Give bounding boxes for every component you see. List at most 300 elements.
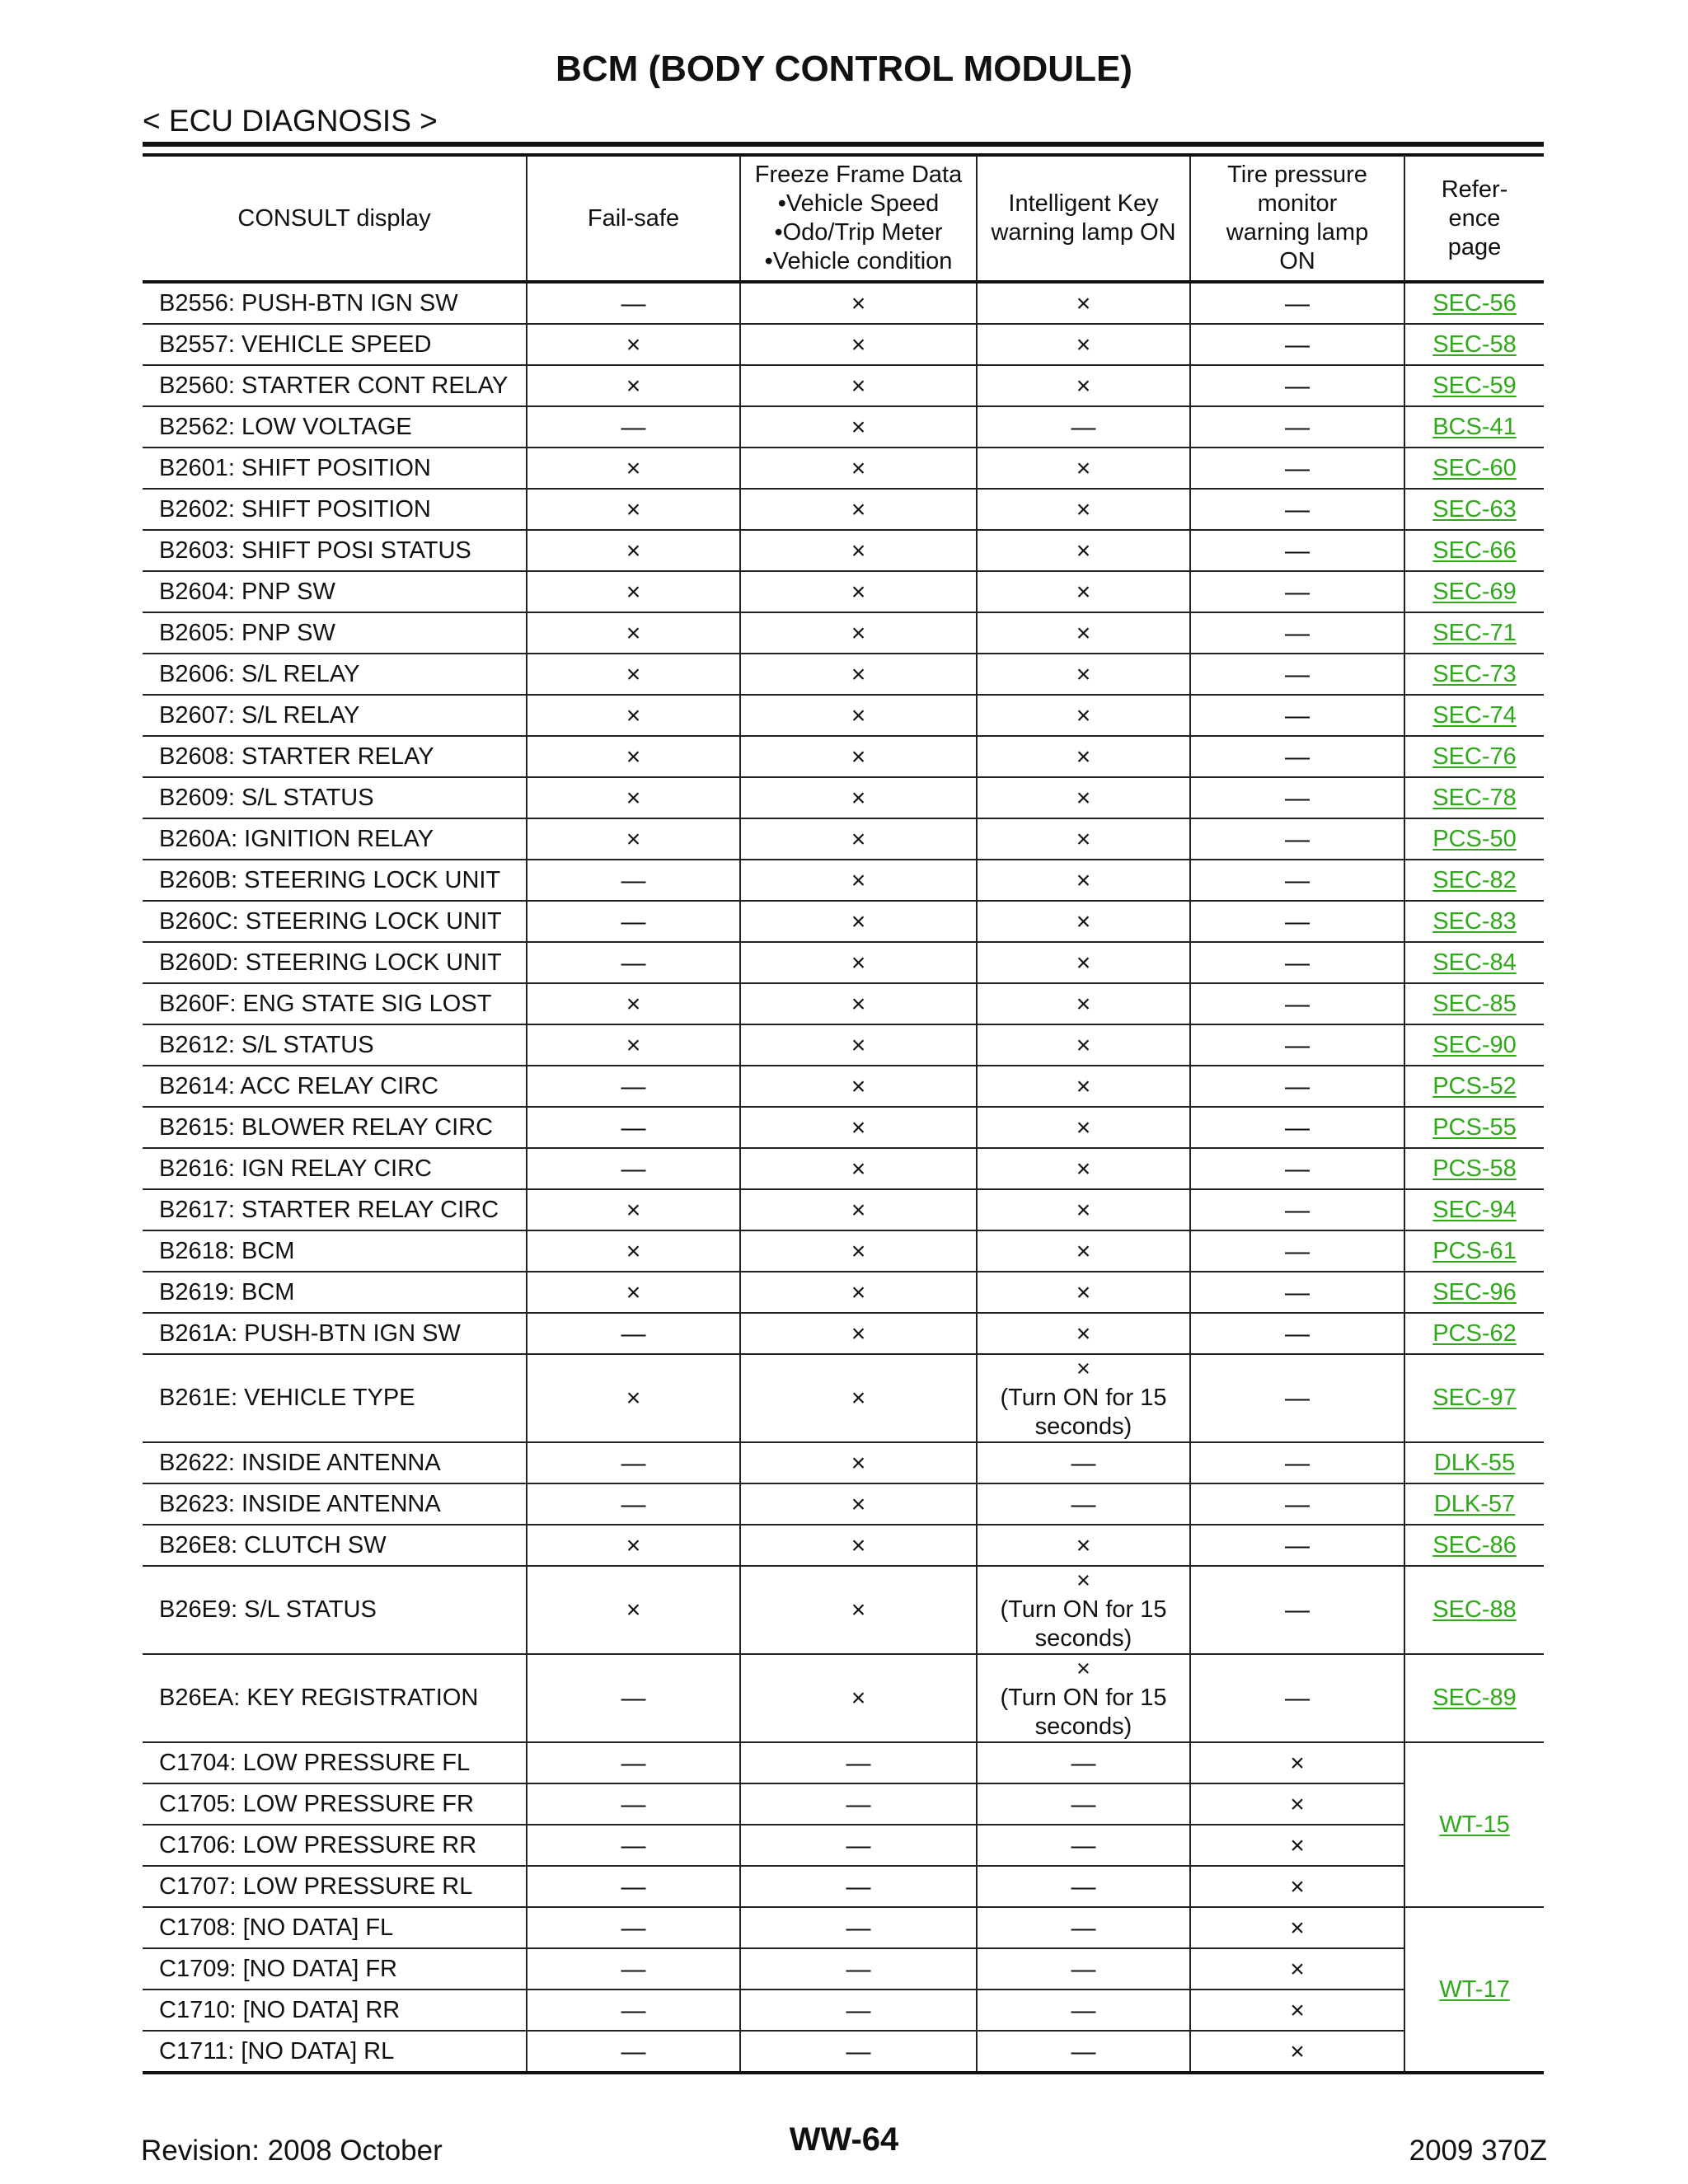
header-tire-pressure-text: Tire pressure monitor warning lamp ON — [1226, 162, 1369, 274]
dtc-cell: B2601: SHIFT POSITION — [143, 448, 527, 489]
dtc-cell: B2609: S/L STATUS — [143, 777, 527, 818]
fail-safe-cell: × — [527, 818, 740, 860]
table-row — [143, 1107, 1544, 1148]
reference-page-link[interactable]: SEC-71 — [1432, 619, 1517, 646]
intelligent-key-cell: × — [977, 324, 1190, 365]
reference-page-cell — [1404, 942, 1544, 983]
intelligent-key-cell: × — [977, 654, 1190, 695]
freeze-frame-cell: × — [740, 448, 977, 489]
header-reference-page — [1404, 155, 1544, 282]
fail-safe-cell: × — [527, 736, 740, 777]
freeze-frame-cell: × — [740, 1313, 977, 1354]
freeze-frame-cell: × — [740, 365, 977, 406]
table-row — [143, 1742, 1544, 1783]
tire-pressure-cell: — — [1190, 1525, 1404, 1566]
reference-page-link[interactable]: SEC-88 — [1432, 1596, 1517, 1623]
table-row — [143, 406, 1544, 448]
tire-pressure-cell: — — [1190, 1066, 1404, 1107]
dtc-cell: B260C: STEERING LOCK UNIT — [143, 901, 527, 942]
header-tire-pressure — [1190, 155, 1404, 282]
table-row — [143, 1148, 1544, 1189]
table-row — [143, 777, 1544, 818]
model-label: 2009 370Z — [1409, 2135, 1547, 2167]
dtc-cell: B2615: BLOWER RELAY CIRC — [143, 1107, 527, 1148]
freeze-frame-cell: × — [740, 1442, 977, 1483]
freeze-frame-cell: × — [740, 571, 977, 612]
tire-pressure-cell: — — [1190, 365, 1404, 406]
fail-safe-cell: × — [527, 654, 740, 695]
tire-pressure-cell: — — [1190, 1189, 1404, 1230]
freeze-frame-cell: × — [740, 1354, 977, 1442]
freeze-frame-cell: × — [740, 818, 977, 860]
intelligent-key-cell: × — [977, 365, 1190, 406]
reference-page-cell — [1404, 777, 1544, 818]
freeze-frame-cell: — — [740, 1825, 977, 1866]
fail-safe-cell: — — [527, 1742, 740, 1783]
fail-safe-cell: × — [527, 448, 740, 489]
reference-page-link[interactable]: SEC-86 — [1432, 1531, 1517, 1558]
reference-page-cell — [1404, 1483, 1544, 1525]
dtc-cell: B2618: BCM — [143, 1230, 527, 1272]
page-number: WW-64 — [789, 2121, 899, 2158]
fail-safe-cell: × — [527, 983, 740, 1024]
table-row — [143, 1442, 1544, 1483]
freeze-frame-cell: × — [740, 983, 977, 1024]
reference-page-cell — [1404, 736, 1544, 777]
intelligent-key-cell: × — [977, 489, 1190, 530]
fail-safe-cell: — — [527, 1825, 740, 1866]
reference-page-link[interactable]: DLK-57 — [1433, 1490, 1516, 1517]
table-row — [143, 1525, 1544, 1566]
intelligent-key-cell: × — [977, 1107, 1190, 1148]
tire-pressure-cell: — — [1190, 654, 1404, 695]
fail-safe-cell: × — [527, 365, 740, 406]
fail-safe-cell: — — [527, 1313, 740, 1354]
intelligent-key-cell: × — [977, 901, 1190, 942]
dtc-table — [143, 153, 1544, 2074]
table-row — [143, 1825, 1544, 1866]
reference-page-cell — [1404, 571, 1544, 612]
table-row — [143, 1354, 1544, 1442]
table-row — [143, 818, 1544, 860]
tire-pressure-cell: × — [1190, 1783, 1404, 1825]
table-row — [143, 901, 1544, 942]
fail-safe-cell: — — [527, 1442, 740, 1483]
freeze-frame-cell: — — [740, 1783, 977, 1825]
reference-page-link[interactable]: PCS-50 — [1432, 825, 1517, 852]
freeze-frame-cell: × — [740, 1654, 977, 1742]
header-freeze-frame — [740, 155, 977, 282]
freeze-frame-cell: × — [740, 901, 977, 942]
dtc-cell: B2619: BCM — [143, 1272, 527, 1313]
reference-page-cell — [1404, 365, 1544, 406]
table-row — [143, 736, 1544, 777]
reference-page-link[interactable]: SEC-76 — [1432, 743, 1517, 770]
dtc-cell: B2623: INSIDE ANTENNA — [143, 1483, 527, 1525]
freeze-frame-cell: — — [740, 1907, 977, 1948]
fail-safe-cell: × — [527, 1525, 740, 1566]
table-row — [143, 1654, 1544, 1742]
table-body — [143, 282, 1544, 2073]
dtc-cell: B2560: STARTER CONT RELAY — [143, 365, 527, 406]
header-consult-display: CONSULT display — [143, 155, 527, 282]
freeze-frame-cell: × — [740, 282, 977, 324]
reference-page-cell — [1404, 654, 1544, 695]
intelligent-key-cell: — — [977, 1907, 1190, 1948]
fail-safe-cell: — — [527, 1148, 740, 1189]
tire-pressure-cell: — — [1190, 1148, 1404, 1189]
reference-page-link[interactable]: DLK-55 — [1433, 1449, 1516, 1476]
reference-page-link[interactable]: SEC-89 — [1432, 1685, 1517, 1711]
table-row — [143, 1230, 1544, 1272]
intelligent-key-cell: × — [977, 736, 1190, 777]
dtc-cell: B2606: S/L RELAY — [143, 654, 527, 695]
intelligent-key-cell: × — [977, 1525, 1190, 1566]
reference-page-link[interactable]: SEC-82 — [1432, 866, 1517, 893]
reference-page-cell — [1404, 406, 1544, 448]
dtc-cell: C1706: LOW PRESSURE RR — [143, 1825, 527, 1866]
table-row — [143, 1483, 1544, 1525]
table-row — [143, 1272, 1544, 1313]
reference-page-link[interactable]: SEC-96 — [1432, 1278, 1517, 1305]
table-row — [143, 695, 1544, 736]
dtc-cell: C1709: [NO DATA] FR — [143, 1948, 527, 1990]
reference-page-cell — [1404, 901, 1544, 942]
intelligent-key-cell: × — [977, 571, 1190, 612]
dtc-cell: B2614: ACC RELAY CIRC — [143, 1066, 527, 1107]
intelligent-key-cell: × — [977, 860, 1190, 901]
table-row — [143, 448, 1544, 489]
freeze-frame-cell: × — [740, 1148, 977, 1189]
fail-safe-cell: — — [527, 1783, 740, 1825]
table-row — [143, 1066, 1544, 1107]
fail-safe-cell: — — [527, 1866, 740, 1907]
fail-safe-cell: × — [527, 530, 740, 571]
intelligent-key-cell: × — [977, 1189, 1190, 1230]
fail-safe-cell: × — [527, 1024, 740, 1066]
dtc-cell: B26EA: KEY REGISTRATION — [143, 1654, 527, 1742]
section-label: < ECU DIAGNOSIS > — [143, 104, 438, 138]
dtc-cell: B2604: PNP SW — [143, 571, 527, 612]
table-row — [143, 612, 1544, 654]
intelligent-key-cell: × — [977, 612, 1190, 654]
table-row — [143, 1189, 1544, 1230]
freeze-frame-cell: × — [740, 695, 977, 736]
table-row — [143, 1990, 1544, 2031]
header-reference-page-text: Refer-ence page — [1441, 176, 1508, 260]
reference-page-cell — [1404, 1066, 1544, 1107]
freeze-frame-cell: × — [740, 1024, 977, 1066]
fail-safe-cell: — — [527, 406, 740, 448]
fail-safe-cell: — — [527, 901, 740, 942]
dtc-cell: B2602: SHIFT POSITION — [143, 489, 527, 530]
dtc-cell: B26E8: CLUTCH SW — [143, 1525, 527, 1566]
intelligent-key-cell: × — [977, 818, 1190, 860]
tire-pressure-cell: × — [1190, 1742, 1404, 1783]
freeze-frame-cell: × — [740, 1107, 977, 1148]
header-intelligent-key-text: Intelligent Key warning lamp ON — [991, 190, 1176, 246]
reference-page-cell — [1404, 1148, 1544, 1189]
reference-page-link[interactable]: SEC-74 — [1432, 701, 1517, 729]
tire-pressure-cell: × — [1190, 1990, 1404, 2031]
tire-pressure-cell: × — [1190, 2031, 1404, 2073]
tire-pressure-cell: — — [1190, 983, 1404, 1024]
intelligent-key-cell: × — [977, 530, 1190, 571]
reference-page-cell — [1404, 530, 1544, 571]
fail-safe-cell: × — [527, 695, 740, 736]
dtc-cell: B2607: S/L RELAY — [143, 695, 527, 736]
dtc-cell: C1704: LOW PRESSURE FL — [143, 1742, 527, 1783]
freeze-frame-cell: × — [740, 1189, 977, 1230]
fail-safe-cell: — — [527, 1907, 740, 1948]
fail-safe-cell: × — [527, 571, 740, 612]
table-row — [143, 1907, 1544, 1948]
table-row — [143, 654, 1544, 695]
fail-safe-cell: × — [527, 1189, 740, 1230]
header-rule — [143, 142, 1544, 147]
reference-page-link[interactable]: SEC-78 — [1432, 784, 1517, 811]
reference-page-link[interactable]: SEC-56 — [1432, 289, 1517, 316]
tire-pressure-cell: — — [1190, 860, 1404, 901]
reference-page-cell — [1404, 1654, 1544, 1742]
intelligent-key-cell: — — [977, 2031, 1190, 2073]
reference-page-link[interactable]: SEC-85 — [1432, 990, 1517, 1017]
freeze-frame-cell: × — [740, 1272, 977, 1313]
reference-page-cell — [1404, 448, 1544, 489]
intelligent-key-cell: — — [977, 406, 1190, 448]
reference-page-link[interactable]: WT-15 — [1439, 1811, 1510, 1838]
reference-page-cell — [1404, 489, 1544, 530]
reference-page-cell — [1404, 612, 1544, 654]
fail-safe-cell: × — [527, 1272, 740, 1313]
reference-page-link[interactable]: PCS-55 — [1432, 1113, 1517, 1141]
reference-page-link[interactable]: SEC-58 — [1432, 330, 1517, 358]
intelligent-key-cell: × — [977, 1313, 1190, 1354]
tire-pressure-cell: — — [1190, 777, 1404, 818]
freeze-frame-cell: × — [740, 530, 977, 571]
reference-page-cell — [1404, 1566, 1544, 1654]
tire-pressure-cell: × — [1190, 1907, 1404, 1948]
tire-pressure-cell: — — [1190, 942, 1404, 983]
tire-pressure-cell: × — [1190, 1825, 1404, 1866]
intelligent-key-cell: × — [977, 1024, 1190, 1066]
dtc-cell: B260F: ENG STATE SIG LOST — [143, 983, 527, 1024]
reference-page-link[interactable]: SEC-60 — [1432, 454, 1517, 481]
freeze-frame-cell: × — [740, 1566, 977, 1654]
dtc-cell: C1711: [NO DATA] RL — [143, 2031, 527, 2073]
fail-safe-cell: — — [527, 1990, 740, 2031]
dtc-cell: B2605: PNP SW — [143, 612, 527, 654]
revision-label: Revision: 2008 October — [141, 2135, 443, 2167]
intelligent-key-cell: — — [977, 1483, 1190, 1525]
table-row — [143, 365, 1544, 406]
intelligent-key-cell: × — [977, 942, 1190, 983]
dtc-cell: B2556: PUSH-BTN IGN SW — [143, 282, 527, 324]
reference-page-cell — [1404, 1230, 1544, 1272]
fail-safe-cell: × — [527, 1354, 740, 1442]
dtc-cell: B2616: IGN RELAY CIRC — [143, 1148, 527, 1189]
dtc-cell: B2557: VEHICLE SPEED — [143, 324, 527, 365]
freeze-frame-title: Freeze Frame Data — [754, 162, 963, 188]
freeze-frame-cell: — — [740, 1866, 977, 1907]
dtc-cell: C1707: LOW PRESSURE RL — [143, 1866, 527, 1907]
tire-pressure-cell: — — [1190, 571, 1404, 612]
intelligent-key-cell — [977, 1654, 1190, 1742]
freeze-frame-cell: × — [740, 654, 977, 695]
freeze-frame-cell: — — [740, 2031, 977, 2073]
header-fail-safe: Fail-safe — [527, 155, 740, 282]
dtc-cell: B261E: VEHICLE TYPE — [143, 1354, 527, 1442]
tire-pressure-cell: — — [1190, 736, 1404, 777]
reference-page-link[interactable]: PCS-62 — [1432, 1319, 1517, 1347]
intelligent-key-cell: — — [977, 1866, 1190, 1907]
freeze-frame-cell: × — [740, 942, 977, 983]
intelligent-key-mark: × — [1076, 1656, 1090, 1682]
fail-safe-cell: — — [527, 1654, 740, 1742]
reference-page-link[interactable]: SEC-97 — [1432, 1385, 1517, 1411]
reference-page-cell — [1404, 1354, 1544, 1442]
reference-page-cell — [1404, 1272, 1544, 1313]
dtc-cell: B2617: STARTER RELAY CIRC — [143, 1189, 527, 1230]
reference-page-link[interactable]: SEC-90 — [1432, 1031, 1517, 1058]
dtc-cell: B261A: PUSH-BTN IGN SW — [143, 1313, 527, 1354]
dtc-cell: B2603: SHIFT POSI STATUS — [143, 530, 527, 571]
intelligent-key-cell: × — [977, 777, 1190, 818]
tire-pressure-cell: — — [1190, 612, 1404, 654]
table-row — [143, 983, 1544, 1024]
table-row — [143, 1313, 1544, 1354]
table-row — [143, 530, 1544, 571]
intelligent-key-cell: — — [977, 1948, 1190, 1990]
fail-safe-cell: × — [527, 1566, 740, 1654]
tire-pressure-cell: — — [1190, 1107, 1404, 1148]
reference-page-link[interactable]: SEC-59 — [1432, 372, 1517, 399]
reference-page-link[interactable]: SEC-66 — [1432, 537, 1517, 564]
freeze-frame-cell: × — [740, 324, 977, 365]
reference-page-cell — [1404, 1907, 1544, 2073]
intelligent-key-note: (Turn ON for 15 seconds) — [1000, 1596, 1167, 1652]
dtc-cell: B2608: STARTER RELAY — [143, 736, 527, 777]
intelligent-key-cell — [977, 1354, 1190, 1442]
freeze-frame-cell: — — [740, 1990, 977, 2031]
table-row — [143, 489, 1544, 530]
tire-pressure-cell: — — [1190, 1024, 1404, 1066]
tire-pressure-cell: — — [1190, 489, 1404, 530]
table-row — [143, 1866, 1544, 1907]
freeze-frame-cell: × — [740, 860, 977, 901]
intelligent-key-cell: — — [977, 1825, 1190, 1866]
reference-page-cell — [1404, 1525, 1544, 1566]
dtc-cell: B260B: STEERING LOCK UNIT — [143, 860, 527, 901]
reference-page-cell — [1404, 818, 1544, 860]
reference-page-link[interactable]: BCS-41 — [1432, 413, 1517, 440]
tire-pressure-cell: — — [1190, 695, 1404, 736]
tire-pressure-cell: — — [1190, 1442, 1404, 1483]
tire-pressure-cell: — — [1190, 1272, 1404, 1313]
reference-page-link[interactable]: SEC-94 — [1432, 1196, 1517, 1223]
reference-page-link[interactable]: SEC-73 — [1432, 660, 1517, 687]
table-row — [143, 1783, 1544, 1825]
intelligent-key-cell: × — [977, 1148, 1190, 1189]
freeze-frame-cell: × — [740, 736, 977, 777]
reference-page-link[interactable]: SEC-63 — [1432, 495, 1517, 523]
intelligent-key-note: (Turn ON for 15 seconds) — [1000, 1385, 1167, 1440]
freeze-frame-item: •Vehicle condition — [764, 248, 953, 274]
fail-safe-cell: × — [527, 777, 740, 818]
intelligent-key-cell: × — [977, 983, 1190, 1024]
tire-pressure-cell: — — [1190, 282, 1404, 324]
table-row — [143, 2031, 1544, 2073]
reference-page-link[interactable]: SEC-69 — [1432, 578, 1517, 605]
tire-pressure-cell: — — [1190, 1483, 1404, 1525]
fail-safe-cell: × — [527, 324, 740, 365]
fail-safe-cell: — — [527, 282, 740, 324]
freeze-frame-cell: × — [740, 1230, 977, 1272]
reference-page-cell — [1404, 1742, 1544, 1907]
tire-pressure-cell: — — [1190, 1566, 1404, 1654]
reference-page-cell — [1404, 1024, 1544, 1066]
fail-safe-cell: — — [527, 942, 740, 983]
reference-page-link[interactable]: PCS-52 — [1432, 1072, 1517, 1099]
intelligent-key-cell: × — [977, 1272, 1190, 1313]
tire-pressure-cell: — — [1190, 1654, 1404, 1742]
tire-pressure-cell: × — [1190, 1948, 1404, 1990]
intelligent-key-mark: × — [1076, 1356, 1090, 1382]
reference-page-cell — [1404, 1189, 1544, 1230]
freeze-frame-cell: × — [740, 489, 977, 530]
tire-pressure-cell: — — [1190, 324, 1404, 365]
freeze-frame-cell: × — [740, 1483, 977, 1525]
fail-safe-cell: — — [527, 1107, 740, 1148]
table-row — [143, 282, 1544, 324]
table-row — [143, 1948, 1544, 1990]
tire-pressure-cell: — — [1190, 1230, 1404, 1272]
header-intelligent-key — [977, 155, 1190, 282]
fail-safe-cell: — — [527, 1066, 740, 1107]
reference-page-link[interactable]: PCS-58 — [1432, 1155, 1517, 1182]
dtc-cell: B2612: S/L STATUS — [143, 1024, 527, 1066]
dtc-cell: B2562: LOW VOLTAGE — [143, 406, 527, 448]
reference-page-link[interactable]: SEC-84 — [1432, 949, 1517, 976]
reference-page-cell — [1404, 860, 1544, 901]
intelligent-key-cell — [977, 1566, 1190, 1654]
table-header-row — [143, 155, 1544, 282]
reference-page-link[interactable]: PCS-61 — [1432, 1237, 1517, 1264]
fail-safe-cell: — — [527, 2031, 740, 2073]
freeze-frame-cell: × — [740, 777, 977, 818]
table-row — [143, 571, 1544, 612]
freeze-frame-cell: × — [740, 612, 977, 654]
tire-pressure-cell: — — [1190, 901, 1404, 942]
freeze-frame-cell: — — [740, 1742, 977, 1783]
reference-page-cell — [1404, 282, 1544, 324]
fail-safe-cell: — — [527, 1483, 740, 1525]
intelligent-key-cell: × — [977, 448, 1190, 489]
reference-page-link[interactable]: WT-17 — [1439, 1975, 1510, 2003]
intelligent-key-cell: — — [977, 1742, 1190, 1783]
dtc-cell: C1710: [NO DATA] RR — [143, 1990, 527, 2031]
dtc-table-container — [143, 153, 1544, 2074]
tire-pressure-cell: — — [1190, 448, 1404, 489]
freeze-frame-cell: — — [740, 1948, 977, 1990]
fail-safe-cell: × — [527, 489, 740, 530]
tire-pressure-cell: — — [1190, 1313, 1404, 1354]
tire-pressure-cell: — — [1190, 406, 1404, 448]
table-row — [143, 1024, 1544, 1066]
freeze-frame-item: •Vehicle Speed — [777, 190, 940, 217]
fail-safe-cell: × — [527, 612, 740, 654]
reference-page-link[interactable]: SEC-83 — [1432, 907, 1517, 935]
